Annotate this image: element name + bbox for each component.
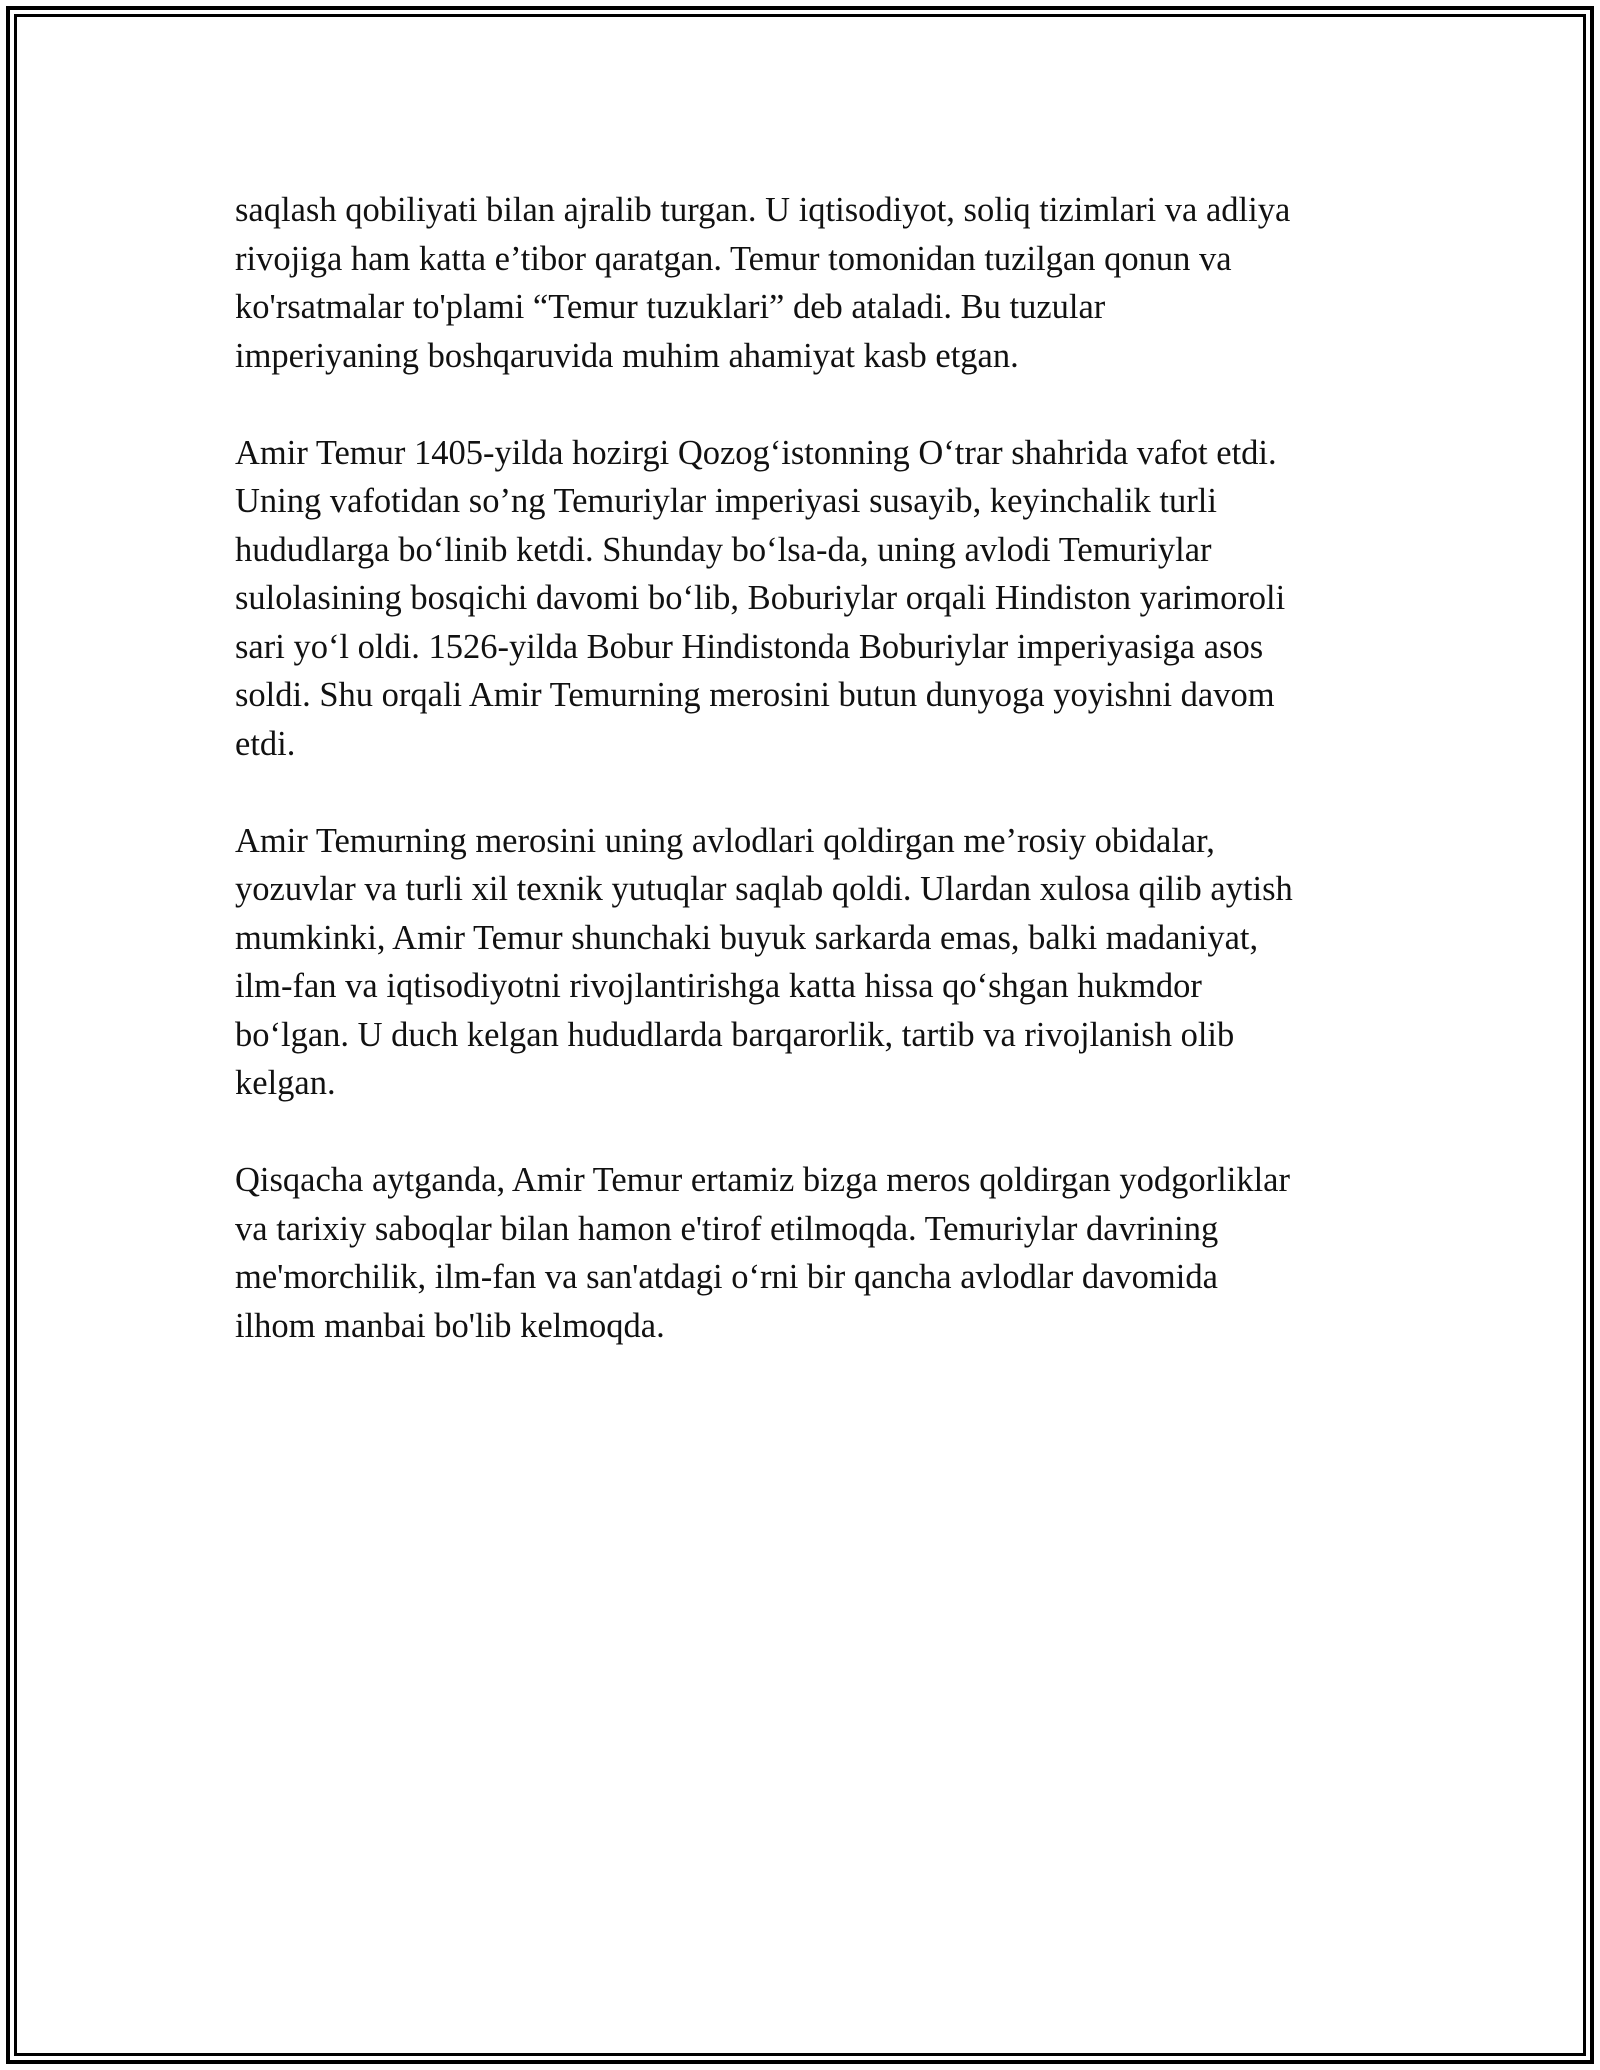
paragraph bbox=[235, 429, 1375, 769]
text-line: rivojiga ham katta e’tibor qaratgan. Temur tomonidan tuzilgan qonun va bbox=[235, 239, 1232, 278]
paragraph bbox=[235, 186, 1375, 380]
text-line: Qisqacha aytganda, Amir Temur ertamiz bizga meros qoldirgan yodgorliklar bbox=[235, 1161, 1290, 1199]
text-line: sulolasining bosqichi davomi bo‘lib, Boburiylar orqali Hindiston yarimoroli bbox=[235, 579, 1286, 617]
text-line: va tarixiy saboqlar bilan hamon e'tirof etilmoqda. Temuriylar davrining bbox=[235, 1209, 1219, 1248]
document-body bbox=[235, 186, 1375, 1399]
text-line: saqlash qobiliyati bilan ajralib turgan. U iqtisodiyot, soliq tizimlari va adliya bbox=[235, 191, 1291, 229]
text-line: bo‘lgan. U duch kelgan hududlarda barqarorlik, tartib va rivojlanish olib bbox=[235, 1015, 1235, 1054]
paragraph bbox=[235, 1156, 1375, 1350]
text-line: Amir Temur 1405-yilda hozirgi Qozog‘istonning O‘trar shahrida vafot etdi. bbox=[235, 433, 1277, 472]
text-line: yozuvlar va turli xil texnik yutuqlar saqlab qoldi. Ulardan xulosa qilib aytish bbox=[235, 870, 1293, 908]
text-line: sari yo‘l oldi. 1526-yilda Bobur Hindistonda Boburiylar imperiyasiga asos bbox=[235, 627, 1264, 666]
text-line: mumkinki, Amir Temur shunchaki buyuk sarkarda emas, balki madaniyat, bbox=[235, 918, 1259, 957]
text-line: ilhom manbai bo'lib kelmoqda. bbox=[235, 1306, 665, 1345]
text-line: Amir Temurning merosini uning avlodlari qoldirgan me’rosiy obidalar, bbox=[235, 821, 1215, 860]
paragraph bbox=[235, 817, 1375, 1108]
text-line: soldi. Shu orqali Amir Temurning merosini butun dunyoga yoyishni davom bbox=[235, 676, 1275, 714]
text-line: hududlarga bo‘linib ketdi. Shunday bo‘lsa-da, uning avlodi Temuriylar bbox=[235, 530, 1212, 569]
text-line: imperiyaning boshqaruvida muhim ahamiyat kasb etgan. bbox=[235, 336, 1019, 375]
text-line: etdi. bbox=[235, 724, 296, 763]
text-line: ilm-fan va iqtisodiyotni rivojlantirishga katta hissa qo‘shgan hukmdor bbox=[235, 967, 1202, 1005]
text-line: kelgan. bbox=[235, 1064, 336, 1102]
text-line: ko'rsatmalar to'plami “Temur tuzuklari” deb ataladi. Bu tuzular bbox=[235, 288, 1106, 326]
text-line: me'morchilik, ilm-fan va san'atdagi o‘rni bir qancha avlodlar davomida bbox=[235, 1258, 1218, 1296]
text-line: Uning vafotidan so’ng Temuriylar imperiyasi susayib, keyinchalik turli bbox=[235, 482, 1217, 520]
